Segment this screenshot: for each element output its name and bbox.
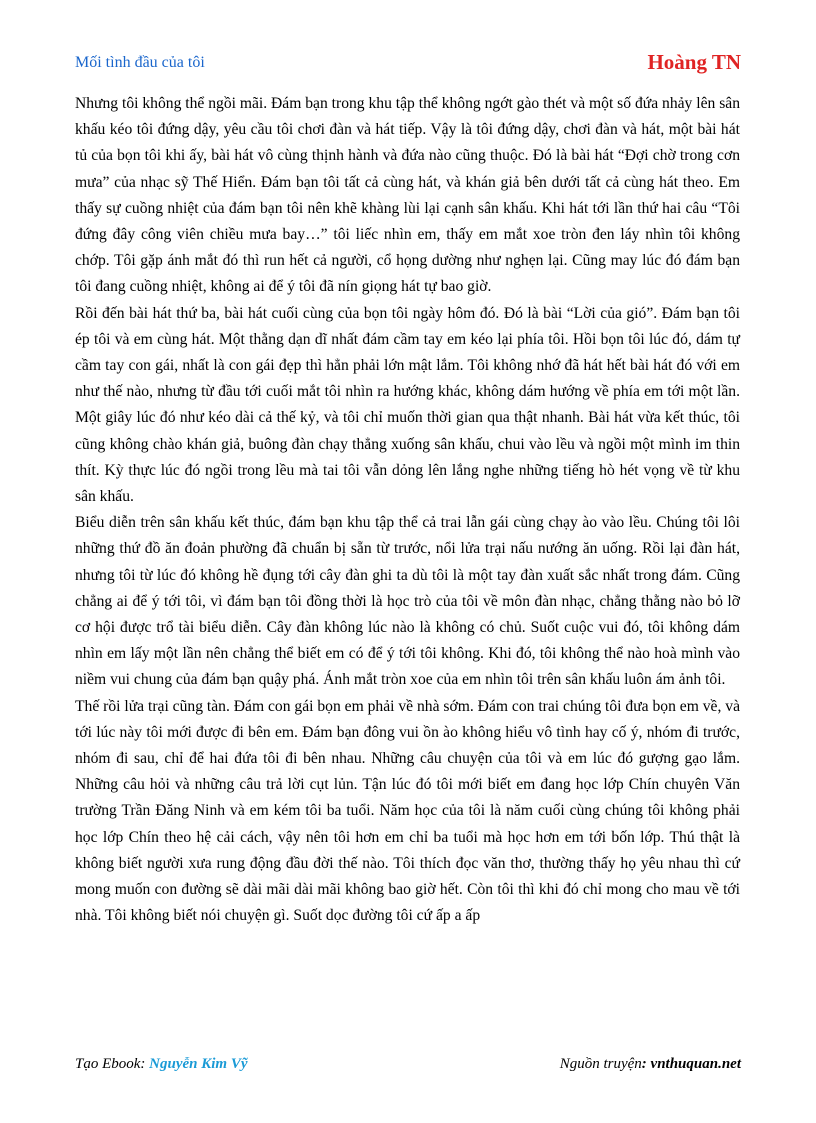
source-separator: :	[641, 1056, 651, 1072]
paragraph: Biểu diễn trên sân khấu kết thúc, đám bạn khu tập thể cả trai lẫn gái cùng chạy ào vào lều. Chúng tôi lôi những thứ đồ ăn đoản phường đã chuẩn bị sẵn từ trước, nổi lửa trại nấu nướng ăn uống. Rồi lại đàn hát, nhưng tôi từ lúc đó không hề đụng tới cây đàn ghi ta dù tôi là một tay đàn xuất sắc nhất trong đám. Cũng chẳng ai để ý tới tôi, vì đám bạn tôi đồng thời là học trò của tôi về môn đàn nhạc, chẳng thằng nào bỏ lỡ cơ hội được trổ tài biểu diễn. Cây đàn không lúc nào là không có chủ. Suốt cuộc vui đó, tôi không dám nhìn em lấy một lần nên chẳng thể biết em có để ý tới tôi không. Khi đó, tôi không thể nào hoà mình vào niềm vui chung của đám bạn quậy phá. Ánh mắt tròn xoe của em nhìn tôi trên sân khấu luôn ám ảnh tôi.	[75, 514, 740, 689]
book-title: Mối tình đầu của tôi	[75, 54, 205, 71]
source-credit	[560, 1056, 741, 1073]
source-label: Nguồn truyện	[559, 1056, 642, 1072]
ebook-creator-link[interactable]: Nguyễn Kim Vỹ	[149, 1056, 248, 1072]
ebook-credit	[75, 1056, 248, 1073]
page-header	[75, 50, 741, 76]
story-body	[75, 91, 740, 930]
page-footer	[75, 1056, 741, 1078]
paragraph: Rồi đến bài hát thứ ba, bài hát cuối cùng của bọn tôi ngày hôm đó. Đó là bài “Lời của gió”. Đám bạn tôi ép tôi và em cùng hát. Một thằng dạn dĩ nhất đám cầm tay em kéo lại phía tôi. Hồi bọn tôi lúc đó, dám tự cầm tay con gái, nhất là con gái đẹp thì hẳn phải lớn mật lắm. Tôi không nhớ đã hát hết bài hát đó với em như thế nào, nhưng từ đầu tới cuối mắt tôi nhìn ra hướng khác, không dám hướng về phía em tới một lần. Một giây lúc đó như kéo dài cả thế kỷ, và tôi chỉ muốn thời gian qua thật nhanh. Bài hát vừa kết thúc, tôi cũng không chào khán giả, buông đàn chạy thẳng xuống sân khấu, chui vào lều và ngồi một mình im thin thít. Kỳ thực lúc đó ngồi trong lều mà tai tôi vẫn dỏng lên lắng nghe những tiếng hò hét vọng về từ khu sân khấu.	[75, 304, 740, 506]
author-name: Hoàng TN	[647, 50, 741, 74]
source-site-link[interactable]: vnthuquan.net	[650, 1056, 741, 1072]
paragraph: Nhưng tôi không thể ngồi mãi. Đám bạn trong khu tập thể không ngớt gào thét và một số đứa nhảy lên sân khấu kéo tôi đứng dậy, yêu cầu tôi chơi đàn và hát tiếp. Vậy là tôi đứng dậy, chơi đàn và hát, một bài hát tủ của bọn tôi khi ấy, bài hát vô cùng thịnh hành và đứa nào cũng thuộc. Đó là bài hát “Đợi chờ trong cơn mưa” của nhạc sỹ Thế Hiển. Đám bạn tôi tất cả cùng hát, và khán giả bên dưới tất cả cùng hát theo. Em thấy sự cuồng nhiệt của đám bạn tôi nên khẽ khàng lùi lại cạnh sân khấu. Khi hát tới lần thứ hai câu “Tôi đứng đây công viên chiều mưa bay…” tôi liếc nhìn em, thấy em mắt xoe tròn đen láy nhìn tôi không chớp. Tôi gặp ánh mắt đó thì run hết cả người, cổ họng dường như nghẹn lại. Cũng may lúc đó đám bạn tôi đang cuồng nhiệt, không ai để ý tôi đã nín giọng hát tự bao giờ.	[75, 95, 740, 296]
ebook-label: Tạo Ebook	[75, 1056, 141, 1072]
ebook-separator: :	[140, 1056, 150, 1072]
paragraph: Thế rồi lửa trại cũng tàn. Đám con gái bọn em phải về nhà sớm. Đám con trai chúng tôi đưa bọn em về, và tới lúc này tôi mới được đi bên em. Đám bạn đông vui ồn ào không hiểu vô tình hay cố ý, nhóm đi trước, nhóm đi sau, chỉ để hai đứa tôi đi bên nhau. Những câu chuyện của tôi và em lúc đó gượng gạo lắm. Những câu hỏi và những câu trả lời cụt lủn. Tận lúc đó tôi mới biết em đang học lớp Chín chuyên Văn trường Trần Đăng Ninh và em kém tôi ba tuổi. Năm học của tôi là năm cuối cùng chúng tôi không phải học lớp Chín theo hệ cải cách, vậy nên tôi hơn em chỉ ba tuổi mà học hơn em tới bốn lớp. Thú thật là không biết người xưa rung động đầu đời thế nào. Tôi thích đọc văn thơ, thường thấy họ yêu nhau thì cứ mong muốn con đường sẽ dài mãi dài mãi không bao giờ hết. Còn tôi thì khi đó chỉ mong cho mau về tới nhà. Tôi không biết nói chuyện gì. Suốt dọc đường tôi cứ ấp a ấp	[75, 697, 740, 925]
